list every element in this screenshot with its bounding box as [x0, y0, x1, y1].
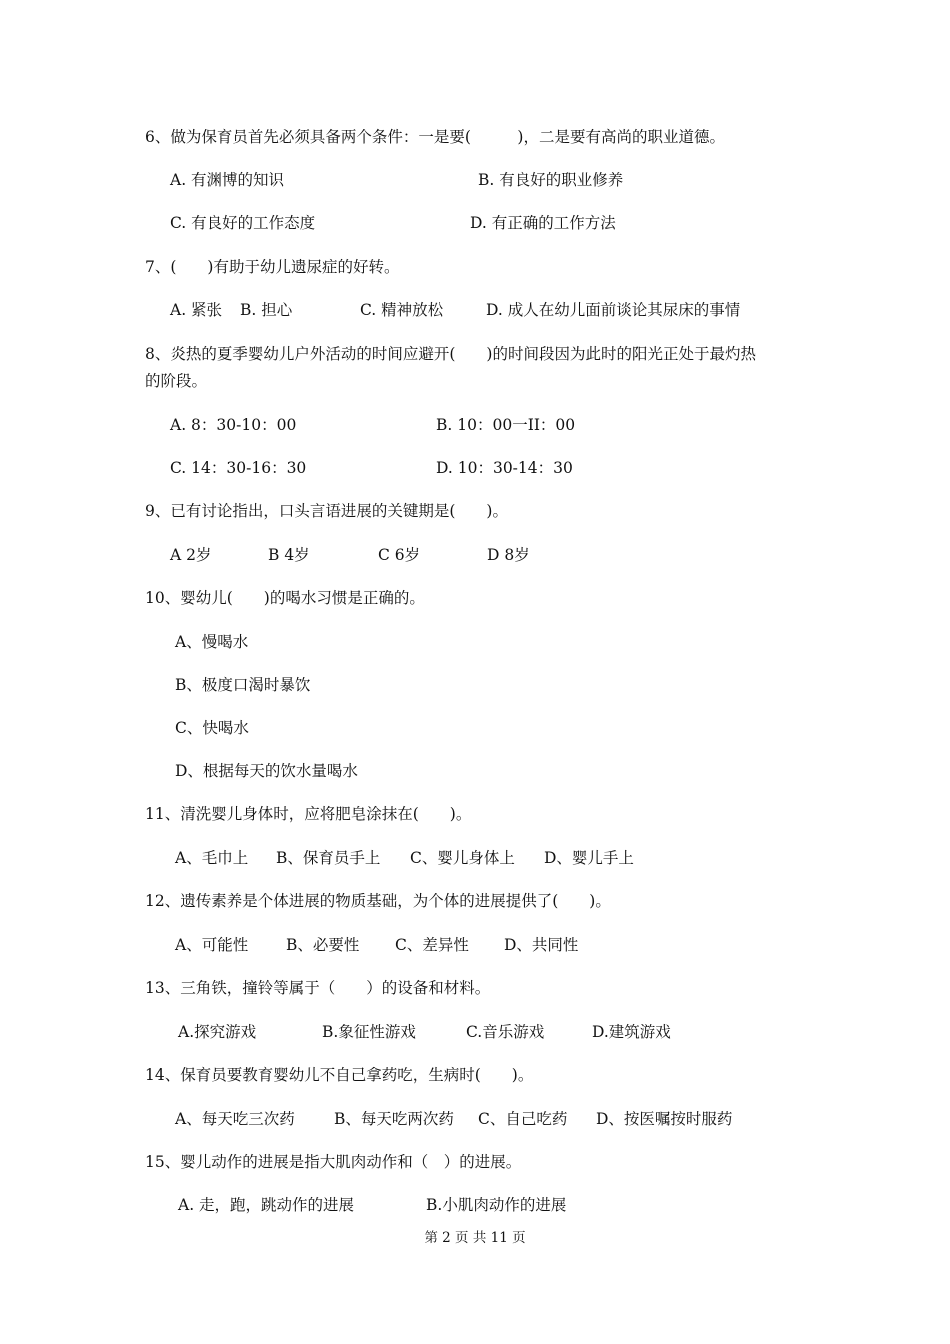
q7-option-c: C. 精神放松 — [360, 301, 444, 319]
question-8-line-1: 8、炎热的夏季婴幼儿户外活动的时间应避开( )的时间段因为此时的阳光正处于最灼热 — [145, 345, 756, 363]
q11-option-c: C、婴儿身体上 — [410, 849, 515, 867]
q8-option-b: B. 10：00一II：00 — [436, 416, 576, 434]
q10-option-c: C、快喝水 — [175, 719, 249, 737]
q9-option-c: C 6岁 — [378, 546, 421, 564]
page-number: 第 2 页 共 11 页 — [424, 1230, 526, 1246]
q6-option-a: A. 有渊博的知识 — [170, 171, 285, 189]
q12-option-a: A、可能性 — [175, 936, 249, 954]
q10-option-a: A、慢喝水 — [175, 633, 249, 651]
q14-option-c: C、自己吃药 — [478, 1110, 568, 1128]
q8-option-d: D. 10：30-14：30 — [436, 459, 573, 477]
question-7: 7、( )有助于幼儿遗尿症的好转。 — [145, 258, 400, 276]
q12-option-b: B、必要性 — [286, 936, 360, 954]
q9-option-d: D 8岁 — [487, 546, 530, 564]
q6-option-c: C. 有良好的工作态度 — [170, 214, 316, 232]
q13-option-a: A.探究游戏 — [178, 1023, 257, 1041]
q7-option-d: D. 成人在幼儿面前谈论其尿床的事情 — [486, 301, 741, 319]
q14-option-d: D、按医嘱按时服药 — [596, 1110, 733, 1128]
q12-option-d: D、共同性 — [504, 936, 579, 954]
q14-option-b: B、每天吃两次药 — [334, 1110, 454, 1128]
q14-option-a: A、每天吃三次药 — [175, 1110, 295, 1128]
q8-option-a: A. 8：30-10：00 — [170, 416, 297, 434]
q11-option-a: A、毛巾上 — [175, 849, 249, 867]
q9-option-b: B 4岁 — [268, 546, 310, 564]
q6-option-b: B. 有良好的职业修养 — [478, 171, 624, 189]
q15-option-b: B.小肌肉动作的进展 — [426, 1196, 567, 1214]
q6-option-d: D. 有正确的工作方法 — [470, 214, 616, 232]
q8-option-c: C. 14：30-16：30 — [170, 459, 307, 477]
q13-option-c: C.音乐游戏 — [466, 1023, 545, 1041]
question-15: 15、婴儿动作的进展是指大肌肉动作和（ ）的进展。 — [145, 1153, 522, 1171]
q10-option-b: B、极度口渴时暴饮 — [175, 676, 311, 694]
question-14: 14、保育员要教育婴幼儿不自己拿药吃，生病时( )。 — [145, 1066, 534, 1084]
q10-option-d: D、根据每天的饮水量喝水 — [175, 762, 358, 780]
q13-option-d: D.建筑游戏 — [592, 1023, 671, 1041]
q11-option-b: B、保育员手上 — [276, 849, 381, 867]
question-12: 12、遗传素养是个体进展的物质基础，为个体的进展提供了( )。 — [145, 892, 611, 910]
q13-option-b: B.象征性游戏 — [322, 1023, 416, 1041]
q7-option-b: B. 担心 — [240, 301, 293, 319]
q15-option-a: A. 走，跑，跳动作的进展 — [178, 1196, 355, 1214]
question-6: 6、做为保育员首先必须具备两个条件：一是要( )，二是要有高尚的职业道德。 — [145, 128, 725, 146]
question-10: 10、婴幼儿( )的喝水习惯是正确的。 — [145, 589, 425, 607]
question-13: 13、三角铁，撞铃等属于（ ）的设备和材料。 — [145, 979, 491, 997]
q12-option-c: C、差异性 — [395, 936, 469, 954]
question-9: 9、已有讨论指出，口头言语进展的关键期是( )。 — [145, 502, 508, 520]
question-8-line-2: 的阶段。 — [145, 372, 208, 390]
q11-option-d: D、婴儿手上 — [544, 849, 634, 867]
q9-option-a: A 2岁 — [170, 546, 212, 564]
q7-option-a: A. 紧张 — [170, 301, 223, 319]
question-11: 11、清洗婴儿身体时，应将肥皂涂抹在( )。 — [145, 805, 472, 823]
